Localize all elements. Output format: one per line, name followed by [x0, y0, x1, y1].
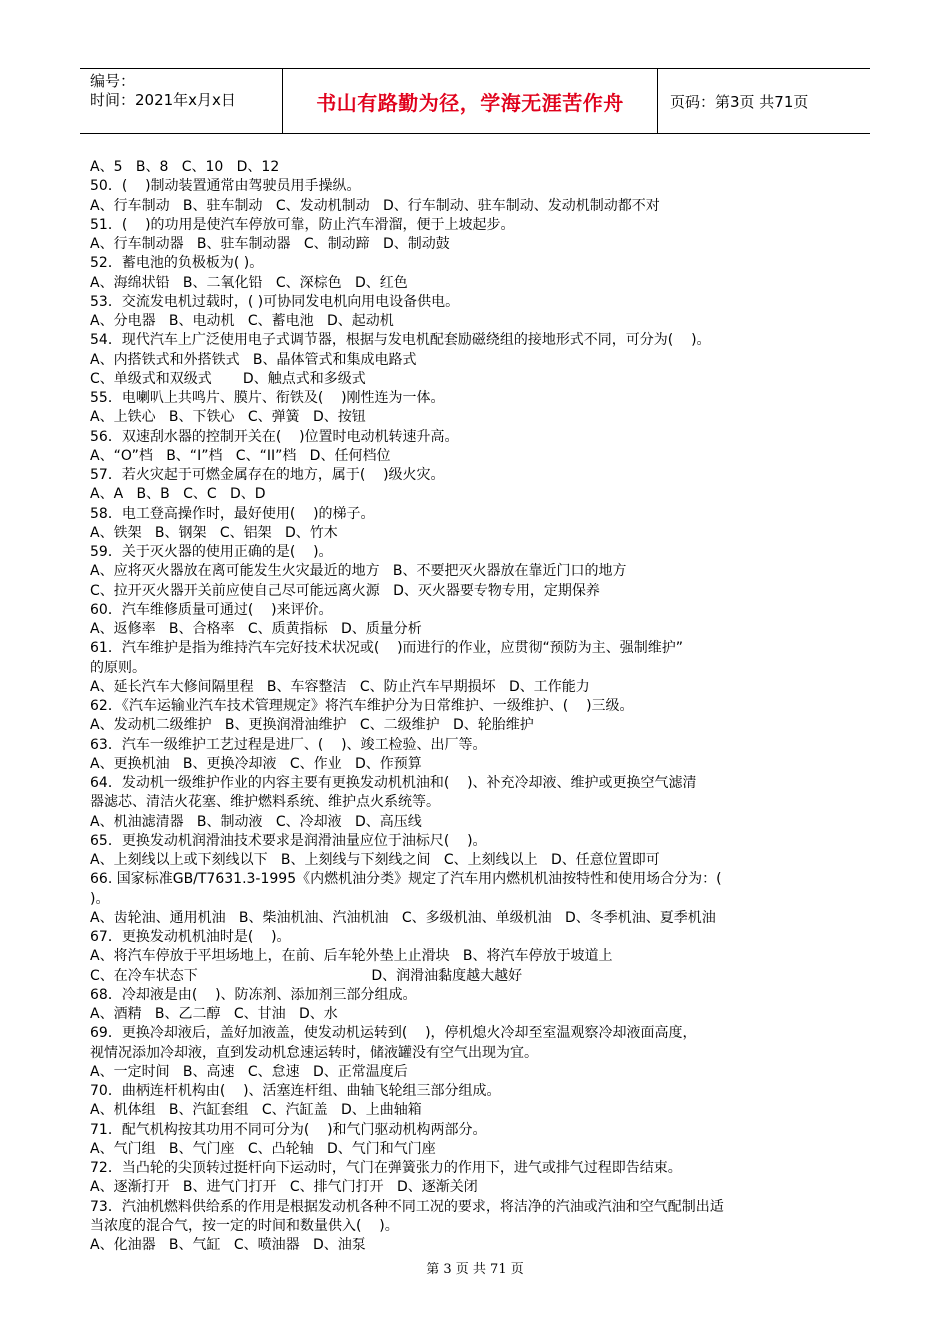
text-line: A、延长汽车大修间隔里程 B、车容整洁 C、防止汽车早期损坏 D、工作能力: [90, 678, 590, 695]
text-line: A、上刻线以上或下刻线以下 B、上刻线与下刻线之间 C、上刻线以上 D、任意位置即可: [90, 852, 660, 868]
text-line: 73．汽油机燃料供给系的作用是根据发动机各种不同工况的要求，将洁净的汽油或汽油和空气配制出适: [90, 1198, 724, 1215]
text-line: A、更换机油 B、更换冷却液 C、作业 D、作预算: [90, 755, 422, 772]
text-line: 70．曲柄连杆机构由( )、活塞连杆组、曲轴飞轮组三部分组成。: [90, 1083, 501, 1099]
text-line: 的原则。: [90, 659, 146, 676]
text-line: 视情况添加冷却液，直到发动机怠速运转时，储液罐没有空气出现为宜。: [90, 1044, 538, 1061]
text-line: A、一定时间 B、高速 C、怠速 D、正常温度后: [90, 1063, 408, 1080]
text-line: A、行车制动器 B、驻车制动器 C、制动蹄 D、制动鼓: [90, 236, 450, 252]
text-line: 59．关于灭火器的使用正确的是( )。: [90, 544, 333, 560]
page-footer: 第 3 页 共 71 页: [426, 1262, 524, 1277]
document-body: [90, 158, 870, 1255]
page-header: [80, 68, 870, 134]
text-line: A、机油滤清器 B、制动液 C、冷却液 D、高压线: [90, 813, 422, 830]
text-line: 53．交流发电机过载时，( )可协同发电机向用电设备供电。: [90, 293, 460, 310]
text-line: A、机体组 B、汽缸套组 C、汽缸盖 D、上曲轴箱: [90, 1102, 422, 1119]
text-line: A、化油器 B、气缸 C、喷油器 D、油泵: [90, 1237, 366, 1253]
text-line: 57．若火灾起于可燃金属存在的地方，属于( )级火灾。: [90, 467, 445, 483]
text-line: )。: [90, 890, 110, 907]
text-line: C、在冷车状态下 D、润滑油黏度越大越好: [90, 967, 523, 984]
text-line: 器滤芯、清洁火花塞、维护燃料系统、维护点火系统等。: [90, 794, 440, 811]
text-line: A、逐渐打开 B、进气门打开 C、排气门打开 D、逐渐关闭: [90, 1179, 478, 1196]
text-line: A、分电器 B、电动机 C、蓄电池 D、起动机: [90, 313, 394, 329]
text-line: 71．配气机构按其功用不同可分为( )和气门驱动机构两部分。: [90, 1121, 487, 1138]
text-line: A、行车制动 B、驻车制动 C、发动机制动 D、行车制动、驻车制动、发动机制动都不对: [90, 197, 660, 214]
text-line: A、将汽车停放于平坦场地上，在前、后车轮外垫上止滑块 B、将汽车停放于坡道上: [90, 948, 613, 965]
text-line: 51．( )的功用是使汽车停放可靠，防止汽车滑溜，便于上坡起步。: [90, 216, 515, 233]
text-line: A、“O”档 B、“I”档 C、“II”档 D、任何档位: [90, 447, 391, 464]
text-line: 61．汽车维护是指为维持汽车完好技术状况或( )而进行的作业，应贯彻“预防为主、强制维护”: [90, 640, 684, 657]
text-line: 64．发动机一级维护作业的内容主要有更换发动机机油和( )、补充冷却液、维护或更换空气滤清: [90, 775, 697, 791]
text-line: A、气门组 B、气门座 C、凸轮轴 D、气门和气门座: [90, 1140, 436, 1157]
text-line: A、内搭铁式和外搭铁式 B、晶体管式和集成电路式: [90, 351, 417, 368]
text-line: 60．汽车维修质量可通过( )来评价。: [90, 601, 333, 618]
text-line: 56．双速刮水器的控制开关在( )位置时电动机转速升高。: [90, 428, 459, 445]
text-line: 72．当凸轮的尖顶转过挺杆向下运动时，气门在弹簧张力的作用下，进气或排气过程即告结束。: [90, 1160, 682, 1176]
text-line: A、应将灭火器放在离可能发生火灾最近的地方 B、不要把灭火器放在靠近门口的地方: [90, 563, 627, 580]
text-line: A、海绵状铅 B、二氧化铅 C、深棕色 D、红色: [90, 274, 408, 291]
text-line: A、上铁心 B、下铁心 C、弹簧 D、按钮: [90, 409, 366, 426]
header-meta: [80, 69, 282, 133]
text-line: 55．电喇叭上共鸣片、膜片、衔铁及( )刚性连为一体。: [90, 390, 445, 406]
text-line: 67．更换发动机机油时是( )。: [90, 929, 291, 945]
text-line: A、铁架 B、钢架 C、铝架 D、竹木: [90, 524, 338, 541]
header-motto: 书山有路勤为径，学海无涯苦作舟: [282, 69, 658, 133]
text-line: 65．更换发动机润滑油技术要求是润滑油量应位于油标尺( )。: [90, 832, 487, 849]
document-number-label: 编号：: [90, 72, 136, 90]
text-line: C、拉开灭火器开关前应使自己尽可能远离火源 D、灭火器要专物专用，定期保养: [90, 582, 600, 599]
text-line: C、单级式和双级式 D、触点式和多级式: [90, 370, 366, 387]
text-line: 66. 国家标准GB/T7631.3-1995《内燃机油分类》规定了汽车用内燃机机油按特性和使用场合分为：(: [90, 871, 722, 888]
text-line: 62．《汽车运输业汽车技术管理规定》将汽车维护分为日常维护、一级维护、( )三级。: [90, 698, 634, 714]
text-line: A、发动机二级维护 B、更换润滑油维护 C、二级维护 D、轮胎维护: [90, 717, 534, 734]
text-line: A、A B、B C、C D、D: [90, 486, 266, 503]
text-line: 当浓度的混合气，按一定的时间和数量供入( )。: [90, 1217, 399, 1234]
text-line: A、返修率 B、合格率 C、质黄指标 D、质量分析: [90, 621, 422, 637]
text-line: 58．电工登高操作时，最好使用( )的梯子。: [90, 505, 375, 522]
text-line: A、5 B、8 C、10 D、12: [90, 159, 280, 175]
text-line: 69．更换冷却液后，盖好加液盖，使发动机运转到( )，停机熄火冷却至室温观察冷却液面高度，: [90, 1025, 697, 1042]
text-line: 52．蓄电池的负极板为( )。: [90, 255, 264, 272]
text-line: 63．汽车一级维护工艺过程是进厂、( )、竣工检验、出厂等。: [90, 736, 487, 753]
text-line: A、齿轮油、通用机油 B、柴油机油、汽油机油 C、多级机油、单级机油 D、冬季机油、夏季机油: [90, 909, 716, 926]
text-line: 50．( )制动装置通常由驾驶员用手操纵。: [90, 178, 361, 195]
document-date: 时间：2021年x月x日: [90, 91, 236, 109]
header-page-info: 页码：第3页 共71页: [670, 92, 809, 111]
text-line: A、酒精 B、乙二醇 C、甘油 D、水: [90, 1006, 338, 1022]
text-line: 54．现代汽车上广泛使用电子式调节器，根据与发电机配套励磁绕组的接地形式不同，可分为( )。: [90, 332, 711, 349]
text-line: 68．冷却液是由( )、防冻剂、添加剂三部分组成。: [90, 986, 417, 1003]
